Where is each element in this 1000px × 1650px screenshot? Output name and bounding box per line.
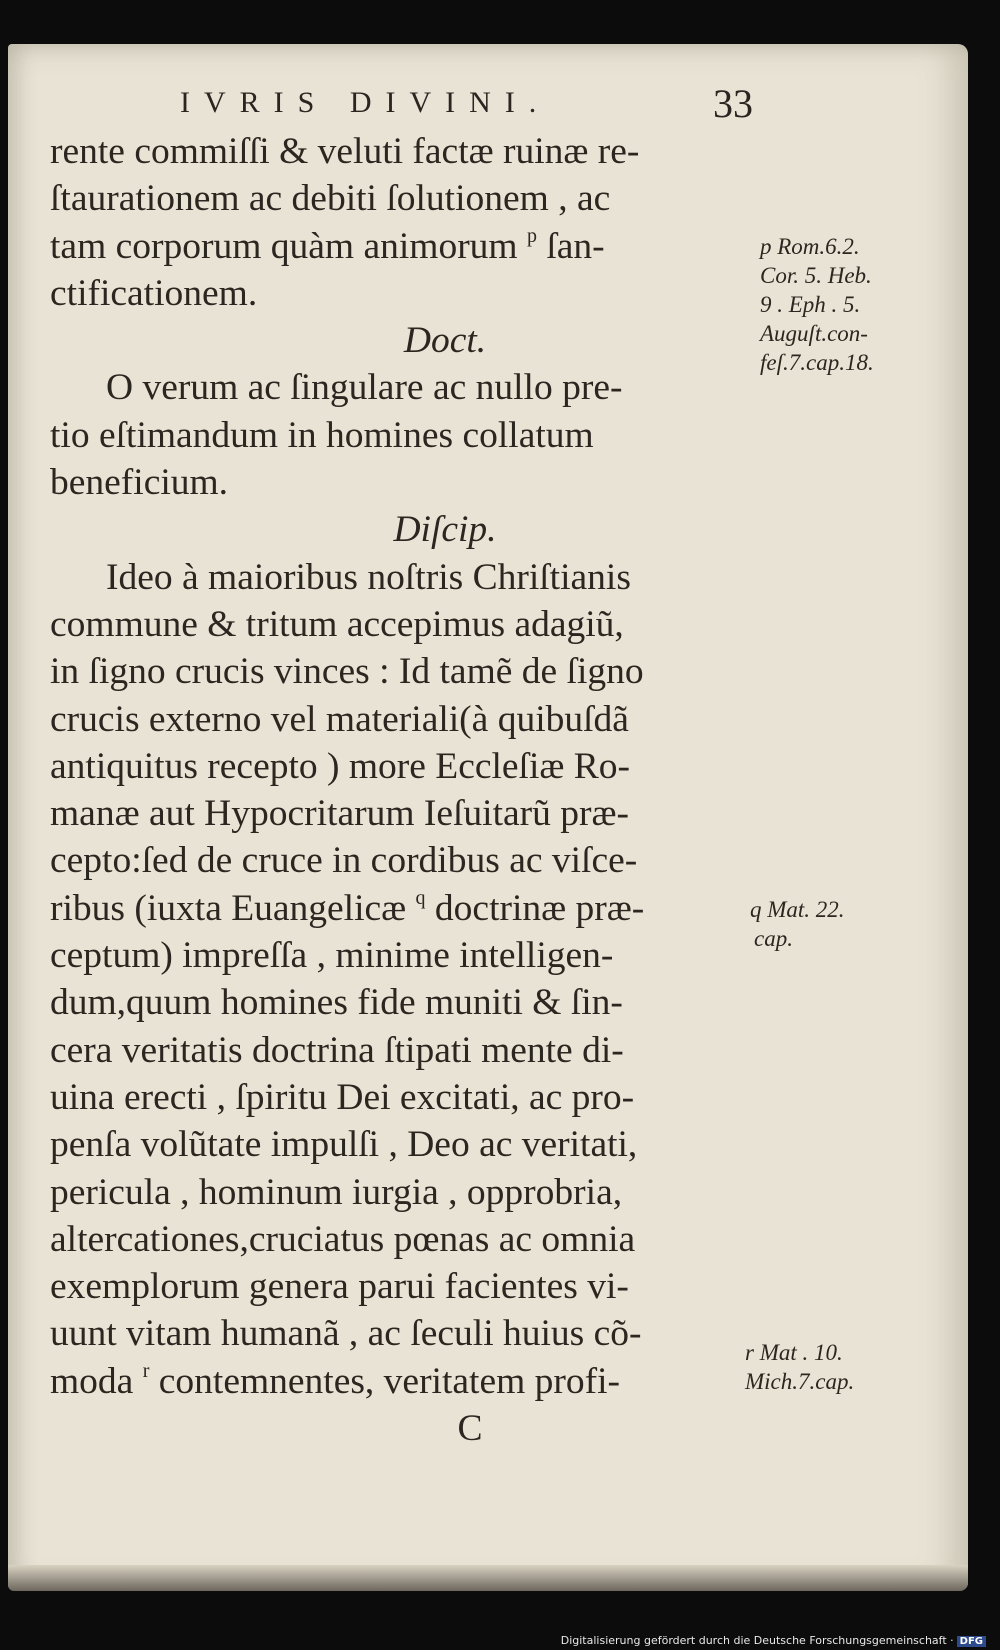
speaker-heading: Doct.	[403, 320, 487, 362]
text-line: uunt vitam humanã , ac ſeculi huius cõ-	[50, 1313, 642, 1355]
text-line: tam corporum quàm animorum $^p$ ſan-	[50, 224, 605, 267]
text-line: antiquitus recepto ) more Eccleſiæ Ro-	[50, 745, 631, 787]
dfg-logo: DFG	[957, 1636, 986, 1647]
text-line: rente commiſſi & veluti factæ ruinæ re-	[50, 131, 640, 172]
note-ref-p: p	[526, 224, 537, 247]
text-line: commune & tritum accepimus adagiũ,	[50, 603, 624, 645]
text-line: O verum ac ſingulare ac nullo pre-	[106, 367, 623, 409]
text-line: moda $^r$ contemnentes, veritatem profi-	[50, 1359, 621, 1402]
text-line: exemplorum genera parui facientes vi-	[50, 1266, 629, 1308]
margin-note-r: r Mat . 10. Mich.7.cap.	[745, 1340, 855, 1394]
signature-mark: C	[457, 1408, 483, 1450]
text-line: manæ aut Hypocritarum Ieſuitarũ præ-	[50, 793, 629, 835]
text-line: uina erecti , ſpiritu Dei excitati, ac pro-	[50, 1076, 635, 1118]
speaker-heading: Diſcip.	[393, 509, 497, 551]
note-ref-q: q	[415, 886, 426, 909]
text-line: dum,quum homines fide muniti & ſin-	[50, 982, 623, 1024]
note-ref-r: r	[142, 1359, 150, 1382]
text-line: crucis externo vel materiali(à quibuſdã	[50, 698, 629, 740]
text-line: ceptum) impreſſa , minime intelligen-	[50, 935, 614, 977]
margin-note-p: p Rom.6.2. Cor. 5. Heb. 9 . Eph . 5. Auguſt.con- feſ.7.cap.18.	[760, 234, 874, 375]
text-line: tio eſtimandum in homines collatum	[50, 414, 594, 456]
text-line: penſa volũtate impulſi , Deo ac veritati,	[50, 1124, 638, 1166]
text-line: ctificationem.	[50, 272, 258, 314]
text-line: pericula , hominum iurgia , opprobria,	[50, 1171, 623, 1213]
text-line: beneficium.	[50, 462, 229, 504]
text-line: ſtaurationem ac debiti ſolutionem , ac	[50, 178, 611, 220]
text-line: cepto:ſed de cruce in cordibus ac viſce-	[50, 840, 638, 882]
running-title: IVRIS DIVINI.	[180, 86, 551, 119]
text-line: ribus (iuxta Euangelicæ $^q$ doctrinæ præ-	[50, 886, 645, 929]
margin-note-q: q Mat. 22. cap.	[750, 897, 845, 951]
funding-footer: Digitalisierung gefördert durch die Deutsche Forschungsgemeinschaft · DFG	[561, 1634, 986, 1647]
text-line: Ideo à maioribus noſtris Chriſtianis	[106, 556, 631, 598]
text-line: in ſigno crucis vinces : Id tamẽ de ſigno	[50, 651, 644, 693]
main-text	[50, 128, 750, 1452]
page-number: 33	[713, 81, 753, 126]
page-edge	[8, 1565, 968, 1591]
text-line: altercationes,cruciatus pœnas ac omnia	[50, 1218, 636, 1260]
text-line: cera veritatis doctrina ſtipati mente di-	[50, 1029, 624, 1071]
